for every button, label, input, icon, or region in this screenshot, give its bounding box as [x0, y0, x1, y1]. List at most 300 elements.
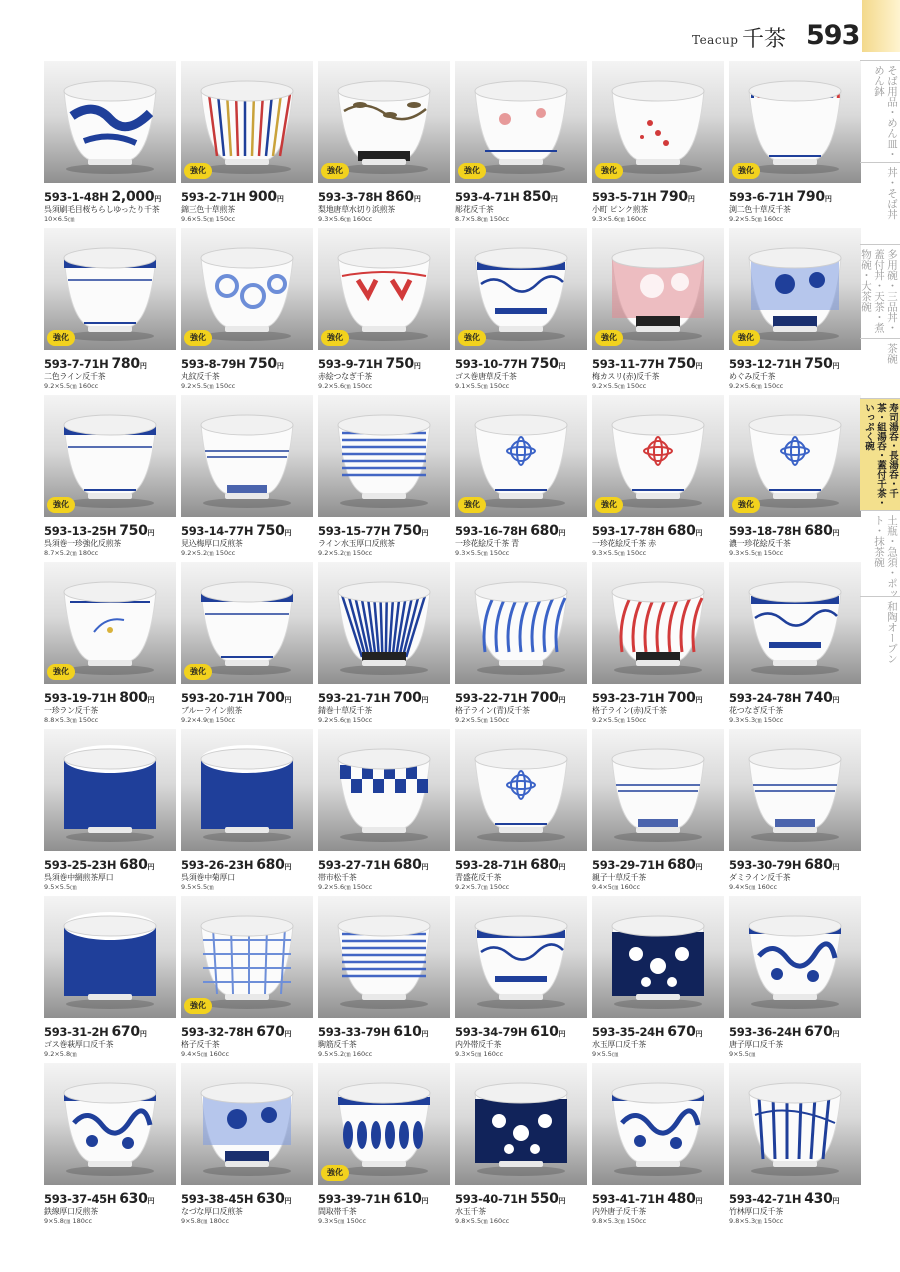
product-code: 593-17-78H — [592, 524, 665, 538]
yen-unit: 円 — [413, 362, 421, 370]
product-spec: 8.7×5.2㎝ 180cc — [44, 549, 99, 557]
product-name: めぐみ反千茶 — [729, 372, 776, 381]
product-name: 水玉千茶 — [455, 1207, 486, 1216]
product-spec: 8.7×5.8㎝ 150cc — [455, 215, 510, 223]
product-code: 593-2-71H — [181, 190, 246, 204]
reinforced-badge: 強化 — [595, 163, 623, 179]
product-card — [44, 562, 176, 728]
product-price: 610 — [393, 1191, 422, 1207]
product-card — [318, 228, 450, 394]
sidebar-category-label: 多用碗・三品丼・蓋付丼・天茶・煮物碗・大茶碗 — [860, 249, 898, 333]
product-price: 680 — [119, 857, 148, 873]
sidebar-category-label: 寿司湯呑・長湯呑・千茶・組湯呑・蓋付千茶・いっぷく碗 — [863, 403, 898, 508]
sidebar-category-label: 和陶オーブン — [886, 601, 898, 664]
product-code-price — [592, 1188, 703, 1207]
teacup-photo — [592, 1063, 724, 1185]
product-card — [318, 1063, 450, 1229]
product-card — [592, 61, 724, 227]
product-spec: 9.1×5.5㎝ 150cc — [455, 382, 510, 390]
product-card — [44, 729, 176, 895]
product-price: 610 — [393, 1024, 422, 1040]
product-code-price — [318, 353, 421, 372]
product-code-price — [181, 520, 292, 539]
teacup-photo — [592, 729, 724, 851]
product-price: 430 — [804, 1191, 833, 1207]
product-spec: 8.8×5.3㎝ 150cc — [44, 716, 99, 724]
product-card — [455, 228, 587, 394]
product-code-price — [181, 854, 292, 873]
page-header — [0, 0, 900, 60]
product-card — [455, 395, 587, 561]
reinforced-badge: 強化 — [47, 664, 75, 680]
product-code: 593-28-71H — [455, 858, 528, 872]
product-price: 550 — [530, 1191, 559, 1207]
product-spec: 10×6.5㎝ — [44, 215, 75, 223]
product-spec: 9.8×5.5㎝ 160cc — [455, 1217, 510, 1225]
teacup-photo — [455, 1063, 587, 1185]
product-spec: 9.4×5㎝ 160cc — [181, 1050, 230, 1058]
product-price: 750 — [804, 356, 833, 372]
product-card — [729, 61, 861, 227]
product-card — [181, 395, 313, 561]
yen-unit: 円 — [832, 1197, 840, 1205]
product-spec: 9.2×5.2㎝ 150cc — [181, 549, 236, 557]
product-name: 鉄線厚口反煎茶 — [44, 1207, 98, 1216]
product-price: 630 — [119, 1191, 148, 1207]
product-code: 593-14-77H — [181, 524, 254, 538]
product-code-price — [455, 1188, 566, 1207]
product-name: 内外唐子反千茶 — [592, 1207, 646, 1216]
reinforced-badge: 強化 — [458, 163, 486, 179]
teacup-photo — [44, 896, 176, 1018]
teacup-photo — [455, 896, 587, 1018]
product-name: 呉須巻一珍強化反煎茶 — [44, 539, 121, 548]
product-spec: 9.2×5.5㎝ 160cc — [44, 382, 99, 390]
product-card — [592, 1063, 724, 1229]
product-name: ライン水玉厚口反煎茶 — [318, 539, 395, 548]
product-code-price — [729, 854, 840, 873]
product-name: 帯市松千茶 — [318, 873, 357, 882]
yen-unit: 円 — [558, 362, 566, 370]
reinforced-badge: 強化 — [595, 497, 623, 513]
teacup-photo — [318, 896, 450, 1018]
category-sidebar — [860, 60, 900, 760]
product-code: 593-7-71H — [44, 357, 109, 371]
product-code: 593-12-71H — [729, 357, 802, 371]
product-name: ゴス巻萩厚口反千茶 — [44, 1040, 114, 1049]
yen-unit: 円 — [832, 362, 840, 370]
product-card — [729, 228, 861, 394]
reinforced-badge: 強化 — [321, 1165, 349, 1181]
product-card — [729, 1063, 861, 1229]
product-code-price — [592, 186, 695, 205]
product-name: 青盛花反千茶 — [455, 873, 502, 882]
product-price: 610 — [530, 1024, 559, 1040]
product-spec: 9.2×5.7㎝ 150cc — [455, 883, 510, 891]
product-code: 593-18-78H — [729, 524, 802, 538]
product-price: 680 — [530, 857, 559, 873]
category-english: Teacup — [692, 33, 739, 47]
product-code-price — [44, 854, 155, 873]
product-code: 593-34-79H — [455, 1025, 528, 1039]
product-name: 呉須巻中菊厚口 — [181, 873, 235, 882]
product-code-price — [455, 854, 566, 873]
product-name: 渕二色十草反千茶 — [729, 205, 791, 214]
reinforced-badge: 強化 — [458, 497, 486, 513]
product-code-price — [181, 1188, 292, 1207]
yen-unit: 円 — [147, 863, 155, 871]
product-code: 593-9-71H — [318, 357, 383, 371]
product-code: 593-8-79H — [181, 357, 246, 371]
product-name: 梨地唐草水切り浜煎茶 — [318, 205, 395, 214]
product-code: 593-32-78H — [181, 1025, 254, 1039]
product-spec: 9.2×5.5㎝ 160cc — [729, 215, 784, 223]
product-card — [318, 896, 450, 1062]
product-code: 593-40-71H — [455, 1192, 528, 1206]
yen-unit: 円 — [695, 1197, 703, 1205]
product-code-price — [318, 1021, 429, 1040]
product-spec: 9.2×5.6㎝ 150cc — [729, 382, 784, 390]
product-name: 格子反千茶 — [181, 1040, 220, 1049]
product-code-price — [729, 1021, 840, 1040]
product-code-price — [592, 1021, 703, 1040]
product-card — [181, 1063, 313, 1229]
yen-unit: 円 — [276, 195, 284, 203]
product-price: 680 — [256, 857, 285, 873]
product-spec: 9.5×5.5㎝ — [44, 883, 77, 891]
sidebar-category[interactable] — [860, 398, 900, 511]
teacup-photo — [44, 729, 176, 851]
product-spec: 9.3×5.5㎝ 150cc — [592, 549, 647, 557]
teacup-photo — [318, 729, 450, 851]
product-card — [181, 729, 313, 895]
product-spec: 9.3×5.6㎝ 160cc — [592, 215, 647, 223]
product-price: 680 — [667, 857, 696, 873]
product-price: 630 — [256, 1191, 285, 1207]
product-spec: 9.4×5㎝ 160cc — [729, 883, 778, 891]
yen-unit: 円 — [695, 1030, 703, 1038]
product-price: 790 — [796, 189, 825, 205]
product-code-price — [44, 1021, 147, 1040]
product-price: 680 — [667, 523, 696, 539]
product-code: 593-1-48H — [44, 190, 109, 204]
reinforced-badge: 強化 — [184, 664, 212, 680]
product-code: 593-20-71H — [181, 691, 254, 705]
teacup-photo — [729, 562, 861, 684]
product-spec: 9.2×5.6㎝ 150cc — [318, 716, 373, 724]
product-code-price — [181, 687, 292, 706]
product-code-price — [729, 687, 840, 706]
product-code: 593-11-77H — [592, 357, 665, 371]
product-code: 593-35-24H — [592, 1025, 665, 1039]
teacup-photo — [44, 1063, 176, 1185]
teacup-photo — [44, 61, 176, 183]
product-spec: 9×5.8㎝ 180cc — [181, 1217, 230, 1225]
yen-unit: 円 — [284, 863, 292, 871]
product-code: 593-3-78H — [318, 190, 383, 204]
product-code-price — [44, 687, 155, 706]
product-card — [729, 729, 861, 895]
yen-unit: 円 — [687, 195, 695, 203]
product-price: 750 — [530, 356, 559, 372]
product-card — [44, 896, 176, 1062]
yen-unit: 円 — [558, 529, 566, 537]
product-card — [455, 729, 587, 895]
product-card — [318, 729, 450, 895]
product-price: 680 — [804, 857, 833, 873]
product-code: 593-26-23H — [181, 858, 254, 872]
yen-unit: 円 — [421, 696, 429, 704]
product-spec: 9.5×5.5㎝ — [181, 883, 214, 891]
yen-unit: 円 — [558, 1030, 566, 1038]
product-name: 彫花反千茶 — [455, 205, 494, 214]
product-code: 593-38-45H — [181, 1192, 254, 1206]
yen-unit: 円 — [832, 863, 840, 871]
product-spec: 9.5×5.2㎝ 160cc — [318, 1050, 373, 1058]
product-card — [729, 562, 861, 728]
product-spec: 9.2×5.5㎝ 150cc — [181, 382, 236, 390]
sidebar-category[interactable] — [860, 60, 900, 163]
product-name: 竹林厚口反千茶 — [729, 1207, 783, 1216]
reinforced-badge: 強化 — [732, 163, 760, 179]
product-price: 790 — [659, 189, 688, 205]
product-card — [592, 228, 724, 394]
product-card — [592, 896, 724, 1062]
product-code: 593-42-71H — [729, 1192, 802, 1206]
product-name: 間取帯千茶 — [318, 1207, 357, 1216]
sidebar-category-label: 土瓶・急須・ポット・抹茶碗 — [873, 515, 898, 599]
teacup-photo — [729, 1063, 861, 1185]
product-spec: 9.2×5.5㎝ 150cc — [455, 716, 510, 724]
yen-unit: 円 — [824, 195, 832, 203]
product-code-price — [455, 520, 566, 539]
product-code-price — [44, 353, 147, 372]
product-code: 593-10-77H — [455, 357, 528, 371]
product-spec: 9.2×5.5㎝ 150cc — [592, 382, 647, 390]
product-price: 670 — [667, 1024, 696, 1040]
yen-unit: 円 — [832, 696, 840, 704]
teacup-photo — [455, 729, 587, 851]
product-card — [455, 1063, 587, 1229]
product-code-price — [318, 1188, 429, 1207]
product-spec: 9.3×5㎝ 150cc — [318, 1217, 367, 1225]
product-name: ブルーライン煎茶 — [181, 706, 243, 715]
yen-unit: 円 — [832, 529, 840, 537]
reinforced-badge: 強化 — [458, 330, 486, 346]
teacup-photo — [729, 729, 861, 851]
product-code: 593-39-71H — [318, 1192, 391, 1206]
product-card — [181, 562, 313, 728]
yen-unit: 円 — [147, 1197, 155, 1205]
product-card — [44, 228, 176, 394]
teacup-photo — [318, 395, 450, 517]
product-code: 593-37-45H — [44, 1192, 117, 1206]
product-code: 593-5-71H — [592, 190, 657, 204]
product-code: 593-33-79H — [318, 1025, 391, 1039]
product-code-price — [455, 687, 566, 706]
product-price: 480 — [667, 1191, 696, 1207]
product-name: ゴス巻唐草反千茶 — [455, 372, 517, 381]
product-code-price — [181, 186, 284, 205]
product-price: 750 — [248, 356, 277, 372]
product-code: 593-16-78H — [455, 524, 528, 538]
product-price: 700 — [530, 690, 559, 706]
yen-unit: 円 — [695, 529, 703, 537]
yen-unit: 円 — [276, 362, 284, 370]
product-card — [318, 562, 450, 728]
product-price: 680 — [530, 523, 559, 539]
yen-unit: 円 — [558, 1197, 566, 1205]
yen-unit: 円 — [421, 529, 429, 537]
teacup-photo — [455, 562, 587, 684]
product-price: 700 — [667, 690, 696, 706]
yen-unit: 円 — [421, 863, 429, 871]
sidebar-category-label: 丼・そば丼 — [886, 167, 898, 220]
product-card — [44, 395, 176, 561]
product-price: 670 — [111, 1024, 140, 1040]
yen-unit: 円 — [139, 1030, 147, 1038]
category-japanese: 千茶 — [742, 27, 787, 52]
product-name: 見込梅厚口反煎茶 — [181, 539, 243, 548]
product-code-price — [592, 687, 703, 706]
teacup-photo — [181, 729, 313, 851]
product-card — [455, 896, 587, 1062]
product-name: 呉須巻中網煎茶厚口 — [44, 873, 114, 882]
product-name: 格子ライン(青)反千茶 — [455, 706, 530, 715]
product-name: 内外帯反千茶 — [455, 1040, 502, 1049]
product-name: 梅カスリ(赤)反千茶 — [592, 372, 660, 381]
product-card — [318, 61, 450, 227]
product-card — [592, 395, 724, 561]
product-code-price — [181, 353, 284, 372]
product-card — [181, 61, 313, 227]
product-code: 593-13-25H — [44, 524, 117, 538]
product-code: 593-15-77H — [318, 524, 391, 538]
teacup-photo — [181, 1063, 313, 1185]
product-name: 親子十草反千茶 — [592, 873, 646, 882]
product-spec: 9×5.5㎝ — [592, 1050, 619, 1058]
page-number: 593 — [806, 20, 860, 51]
product-spec: 9.3×5.5㎝ 150cc — [455, 549, 510, 557]
product-code: 593-25-23H — [44, 858, 117, 872]
product-spec: 9.3×5.5㎝ 150cc — [729, 549, 784, 557]
product-name: 錆巻十草反千茶 — [318, 706, 372, 715]
yen-unit: 円 — [147, 696, 155, 704]
product-card — [181, 896, 313, 1062]
product-code-price — [729, 353, 840, 372]
yen-unit: 円 — [413, 195, 421, 203]
product-spec: 9.6×5.5㎝ 150cc — [181, 215, 236, 223]
yen-unit: 円 — [139, 362, 147, 370]
product-code-price — [592, 520, 703, 539]
product-code-price — [592, 854, 703, 873]
product-price: 740 — [804, 690, 833, 706]
product-price: 680 — [393, 857, 422, 873]
reinforced-badge: 強化 — [321, 163, 349, 179]
yen-unit: 円 — [147, 529, 155, 537]
product-name: ダミライン反千茶 — [729, 873, 791, 882]
sidebar-category[interactable] — [860, 510, 900, 597]
product-name: 格子ライン(赤)反千茶 — [592, 706, 667, 715]
product-name: 赤絵つなぎ千茶 — [318, 372, 372, 381]
product-code: 593-29-71H — [592, 858, 665, 872]
product-code-price — [455, 1021, 566, 1040]
yen-unit: 円 — [695, 696, 703, 704]
product-code-price — [318, 854, 429, 873]
product-name: 水玉厚口反千茶 — [592, 1040, 646, 1049]
yen-unit: 円 — [558, 863, 566, 871]
product-name: なづな厚口反煎茶 — [181, 1207, 243, 1216]
product-name: 一珍花絵反千茶 赤 — [592, 539, 656, 548]
product-spec: 9.4×5㎝ 160cc — [592, 883, 641, 891]
product-name: 濃一珍花絵反千茶 — [729, 539, 791, 548]
sidebar-category[interactable] — [860, 596, 900, 677]
reinforced-badge: 強化 — [184, 330, 212, 346]
teacup-photo — [318, 562, 450, 684]
sidebar-category-label: 茶碗 — [886, 343, 898, 364]
product-card — [592, 562, 724, 728]
yen-unit: 円 — [284, 696, 292, 704]
teacup-photo — [181, 395, 313, 517]
product-card — [318, 395, 450, 561]
yen-unit: 円 — [558, 696, 566, 704]
product-code-price — [318, 687, 429, 706]
product-code: 593-41-71H — [592, 1192, 665, 1206]
product-price: 780 — [111, 356, 140, 372]
sidebar-category[interactable] — [860, 244, 900, 339]
yen-unit: 円 — [284, 529, 292, 537]
product-name: 花つなぎ反千茶 — [729, 706, 783, 715]
product-code: 593-24-78H — [729, 691, 802, 705]
product-code: 593-27-71H — [318, 858, 391, 872]
product-name: 一珍花絵反千茶 青 — [455, 539, 519, 548]
product-code-price — [592, 353, 703, 372]
product-name: 二色ライン反千茶 — [44, 372, 106, 381]
product-name: 丸紋反千茶 — [181, 372, 220, 381]
sidebar-category[interactable] — [860, 338, 900, 399]
product-name: 小町 ピンク煎茶 — [592, 205, 648, 214]
product-spec: 9.2×5.2㎝ 150cc — [318, 549, 373, 557]
product-name: 唐子厚口反千茶 — [729, 1040, 783, 1049]
reinforced-badge: 強化 — [595, 330, 623, 346]
product-code-price — [455, 353, 566, 372]
product-price: 670 — [256, 1024, 285, 1040]
product-code-price — [44, 1188, 155, 1207]
product-price: 750 — [119, 523, 148, 539]
product-name: 呉須刷毛目桜ちらしゆったり千茶 — [44, 205, 160, 214]
reinforced-badge: 強化 — [47, 330, 75, 346]
product-price: 750 — [256, 523, 285, 539]
reinforced-badge: 強化 — [184, 163, 212, 179]
product-price: 750 — [385, 356, 414, 372]
sidebar-category[interactable] — [860, 162, 900, 245]
product-spec: 9.8×5.3㎝ 150cc — [592, 1217, 647, 1225]
product-price: 750 — [393, 523, 422, 539]
page-tab — [862, 0, 900, 52]
product-code-price — [729, 186, 832, 205]
product-spec: 9.2×5.8㎝ — [44, 1050, 77, 1058]
product-price: 900 — [248, 189, 277, 205]
yen-unit: 円 — [421, 1197, 429, 1205]
teacup-photo — [729, 896, 861, 1018]
product-spec: 9.2×5.5㎝ 150cc — [592, 716, 647, 724]
product-name: 一珍ラン反千茶 — [44, 706, 98, 715]
product-spec: 9.2×5.6㎝ 150cc — [318, 382, 373, 390]
reinforced-badge: 強化 — [732, 497, 760, 513]
product-code-price — [455, 186, 558, 205]
product-card — [455, 61, 587, 227]
product-price: 700 — [256, 690, 285, 706]
